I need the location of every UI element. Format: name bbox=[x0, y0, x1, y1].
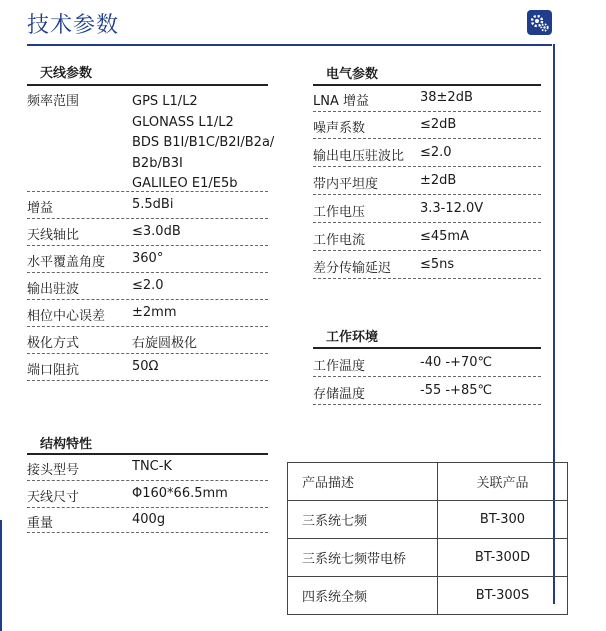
row-label: 接头型号 bbox=[27, 463, 80, 478]
row-value: 38±2dB bbox=[420, 90, 473, 105]
environment-heading: 工作环境 bbox=[326, 330, 379, 345]
table-cell: 三系统七频带电桥 bbox=[288, 539, 438, 577]
row-divider bbox=[27, 272, 268, 273]
table-row bbox=[288, 577, 568, 615]
row-divider bbox=[313, 404, 541, 405]
frequency-range-label: 频率范围 bbox=[27, 94, 80, 109]
row-value: -55 -+85℃ bbox=[420, 383, 493, 398]
row-divider bbox=[313, 138, 541, 139]
row-divider bbox=[313, 166, 541, 167]
antenna-row bbox=[27, 224, 181, 243]
row-value: ≤2.0 bbox=[420, 145, 452, 160]
row-label: LNA 增益 bbox=[313, 94, 369, 109]
row-divider bbox=[27, 380, 268, 381]
table-row bbox=[288, 501, 568, 539]
title-rule bbox=[27, 44, 552, 46]
antenna-row bbox=[27, 359, 158, 378]
row-label: 天线尺寸 bbox=[27, 490, 80, 505]
electrical-row bbox=[313, 229, 469, 248]
frequency-value-line: GALILEO E1/E5b bbox=[132, 176, 238, 191]
electrical-heading-rule bbox=[313, 84, 541, 86]
electrical-heading: 电气参数 bbox=[326, 67, 379, 82]
row-divider bbox=[313, 222, 541, 223]
table-cell: BT-300 bbox=[438, 501, 568, 539]
frequency-value-line: BDS B1I/B1C/B2I/B2a/ bbox=[132, 135, 275, 150]
table-cell: BT-300D bbox=[438, 539, 568, 577]
row-label: 差分传输延迟 bbox=[313, 261, 392, 276]
row-label: 带内平坦度 bbox=[313, 177, 379, 192]
table-cell: 四系统全频 bbox=[288, 577, 438, 615]
product-table bbox=[287, 462, 568, 615]
electrical-row bbox=[313, 145, 452, 164]
frequency-value-line: GPS L1/L2 bbox=[132, 94, 198, 109]
row-label: 重量 bbox=[27, 516, 54, 531]
row-value: 360° bbox=[132, 251, 164, 266]
row-divider bbox=[27, 218, 268, 219]
table-cell: 三系统七频 bbox=[288, 501, 438, 539]
row-label: 工作电压 bbox=[313, 205, 366, 220]
row-divider bbox=[27, 507, 268, 508]
structure-row bbox=[27, 512, 165, 531]
structure-row bbox=[27, 459, 172, 478]
environment-heading-rule bbox=[313, 347, 541, 349]
table-header-row bbox=[288, 463, 568, 501]
row-value: 右旋圆极化 bbox=[132, 336, 198, 351]
row-label: 存储温度 bbox=[313, 387, 366, 402]
row-label: 工作温度 bbox=[313, 359, 366, 374]
row-value: ±2dB bbox=[420, 173, 457, 188]
row-value: ≤5ns bbox=[420, 257, 455, 272]
row-label: 相位中心误差 bbox=[27, 309, 106, 324]
environment-row bbox=[313, 355, 492, 374]
row-divider bbox=[27, 326, 268, 327]
row-label: 工作电流 bbox=[313, 233, 366, 248]
electrical-row bbox=[313, 90, 473, 109]
row-value: ≤2.0 bbox=[132, 278, 164, 293]
structure-heading-rule bbox=[27, 453, 268, 455]
electrical-row bbox=[313, 257, 454, 276]
page-border-left bbox=[0, 520, 2, 631]
frequency-range-values bbox=[132, 92, 274, 195]
table-row bbox=[288, 539, 568, 577]
row-label: 天线轴比 bbox=[27, 228, 80, 243]
row-label: 水平覆盖角度 bbox=[27, 255, 106, 270]
row-value: 400g bbox=[132, 512, 166, 527]
electrical-row bbox=[313, 173, 456, 192]
row-value: 5.5dBi bbox=[132, 197, 174, 212]
frequency-value-line: GLONASS L1/L2 bbox=[132, 114, 234, 130]
antenna-row bbox=[27, 332, 197, 351]
electrical-row bbox=[313, 117, 456, 136]
row-value: ≤3.0dB bbox=[132, 224, 181, 239]
frequency-value-line: B2b/B3I bbox=[132, 155, 183, 171]
structure-heading: 结构特性 bbox=[40, 437, 93, 452]
row-divider bbox=[313, 250, 541, 251]
antenna-heading-rule bbox=[27, 84, 268, 86]
antenna-heading: 天线参数 bbox=[40, 66, 93, 81]
row-value: Φ160*66.5mm bbox=[132, 486, 228, 501]
row-value: 50Ω bbox=[132, 359, 159, 374]
table-cell: BT-300S bbox=[438, 577, 568, 615]
row-label: 输出电压驻波比 bbox=[313, 149, 405, 164]
row-label: 极化方式 bbox=[27, 336, 80, 351]
environment-row bbox=[313, 383, 492, 402]
antenna-row bbox=[27, 197, 173, 216]
row-divider bbox=[313, 376, 541, 377]
row-divider bbox=[27, 353, 268, 354]
antenna-row bbox=[27, 305, 177, 324]
row-divider bbox=[313, 194, 541, 195]
row-divider bbox=[27, 191, 268, 192]
row-label: 端口阻抗 bbox=[27, 363, 80, 378]
page-title: 技术参数 bbox=[27, 13, 120, 38]
electrical-row bbox=[313, 201, 483, 220]
row-value: ≤2dB bbox=[420, 117, 457, 132]
row-label: 输出驻波 bbox=[27, 282, 80, 297]
row-label: 噪声系数 bbox=[313, 121, 366, 136]
gears-icon bbox=[527, 10, 552, 35]
row-divider bbox=[313, 278, 541, 279]
row-divider bbox=[27, 532, 268, 533]
table-header-cell: 关联产品 bbox=[438, 463, 568, 501]
row-divider bbox=[27, 480, 268, 481]
row-value: ±2mm bbox=[132, 305, 177, 320]
row-value: 3.3-12.0V bbox=[420, 201, 484, 216]
table-header-cell: 产品描述 bbox=[288, 463, 438, 501]
structure-row bbox=[27, 486, 228, 505]
row-value: ≤45mA bbox=[420, 229, 469, 244]
row-label: 增益 bbox=[27, 201, 54, 216]
antenna-row bbox=[27, 251, 163, 270]
row-divider bbox=[27, 299, 268, 300]
row-value: -40 -+70℃ bbox=[420, 355, 493, 370]
antenna-row bbox=[27, 278, 164, 297]
row-divider bbox=[313, 111, 541, 112]
row-divider bbox=[27, 245, 268, 246]
row-value: TNC-K bbox=[132, 459, 172, 474]
